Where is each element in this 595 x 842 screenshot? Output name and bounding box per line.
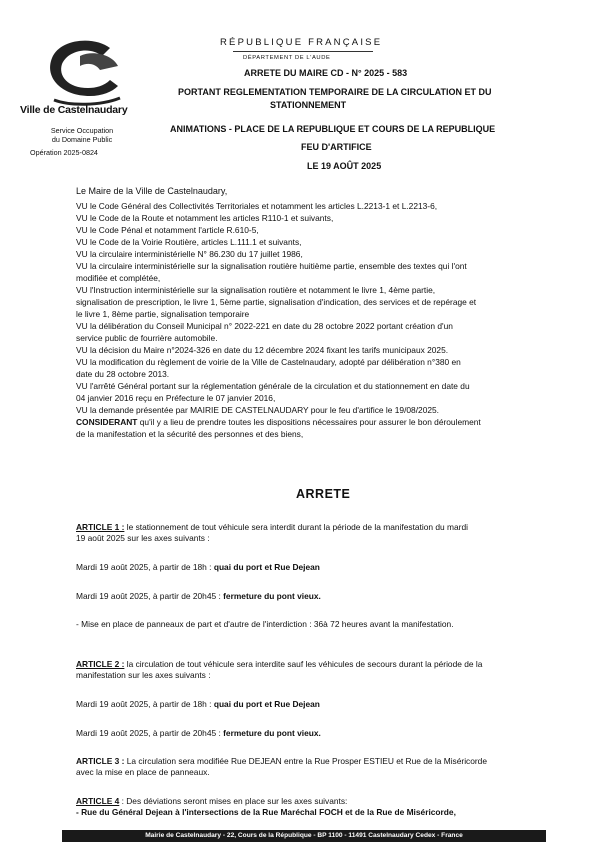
article-3-line-1: ARTICLE 3 : La circulation sera modifiée Rue DEJEAN entre la Rue Prosper ESTIEU et Rue de la Miséricorde [76, 756, 488, 766]
city-logo-icon [40, 36, 130, 106]
department-label: DÉPARTEMENT DE L'AUDE [243, 55, 331, 61]
article-1-item-2: Mardi 19 août 2025, à partir de 20h45 : fermeture du pont vieux. [76, 591, 321, 601]
service-name: Service Occupation du Domaine Public [50, 126, 114, 144]
article-2-line-2: manifestation sur les axes suivants : [76, 670, 211, 680]
preamble-line: VU le Code Général des Collectivités Territoriales et notamment les articles L.2213-1 et L.2213-6, [76, 201, 438, 211]
preamble-line: signalisation de prescription, le livre 1, 5ème partie, signalisation d'indication, des services et de repérage et [76, 297, 477, 307]
divider [233, 51, 373, 52]
preamble-line: VU la circulaire interministérielle N° 86.230 du 17 juillet 1986, [76, 249, 303, 259]
article-4-line-1: ARTICLE 4 : Des déviations seront mises en place sur les axes suivants: [76, 796, 348, 806]
event-line: FEU D'ARTIFICE [301, 142, 372, 152]
preamble-line: VU l'arrêté Général portant sur la réglementation générale de la circulation et du stationnement en date du [76, 381, 470, 391]
title-line-1: PORTANT REGLEMENTATION TEMPORAIRE DE LA CIRCULATION ET DU [178, 87, 492, 97]
arrete-title: ARRETE [296, 487, 351, 501]
preamble-line: VU le Code de la Voirie Routière, articles L.111.1 et suivants, [76, 237, 302, 247]
preamble-line: VU l'Instruction interministérielle sur la signalisation routière et notamment le livre 1, 4ème partie, [76, 285, 436, 295]
operation-number: Opération 2025-0824 [30, 148, 98, 157]
article-2-item-2: Mardi 19 août 2025, à partir de 20h45 : fermeture du pont vieux. [76, 728, 321, 738]
article-4-item-1: - Rue du Général Dejean à l'intersections de la Rue Maréchal FOCH et de la Rue de Miséricorde, [76, 807, 456, 817]
preamble-line: VU la délibération du Conseil Municipal n° 2022-221 en date du 28 octobre 2022 portant création d'un [76, 321, 453, 331]
preamble-line: 04 janvier 2016 reçu en Préfecture le 07 janvier 2016, [76, 393, 276, 403]
arrete-number: ARRETE DU MAIRE CD - N° 2025 - 583 [244, 68, 408, 78]
article-2-line-1: ARTICLE 2 : la circulation de tout véhicule sera interdite sauf les véhicules de secours durant la période de la [76, 659, 483, 669]
article-1-item-3: - Mise en place de panneaux de part et d'autre de l'interdiction : 36à 72 heures avant la manifestation. [76, 619, 454, 629]
republic-heading: RÉPUBLIQUE FRANÇAISE [220, 37, 383, 48]
preamble-line: VU la décision du Maire n°2024-326 en date du 12 décembre 2024 fixant les tarifs municipaux 2025. [76, 345, 449, 355]
preamble-line: VU le Code de la Route et notamment les articles R110-1 et suivants, [76, 213, 334, 223]
article-1-line-1: ARTICLE 1 : le stationnement de tout véhicule sera interdit durant la période de la manifestation du mardi [76, 522, 468, 532]
date-line: LE 19 AOÛT 2025 [307, 161, 382, 171]
preamble-line: service public de fourrière automobile. [76, 333, 218, 343]
subject-line: ANIMATIONS - PLACE DE LA REPUBLIQUE ET COURS DE LA REPUBLIQUE [170, 124, 496, 134]
city-name: Ville de Castelnaudary [20, 104, 128, 116]
preamble-line: VU la modification du règlement de voirie de la Ville de Castelnaudary, adopté par délibération n°380 en [76, 357, 461, 367]
preamble-line: VU la demande présentée par MAIRIE DE CASTELNAUDARY pour le feu d'artifice le 19/08/2025. [76, 405, 439, 415]
footer-address: Mairie de Castelnaudary - 22, Cours de la République - BP 1100 - 11491 Castelnaudary Cedex - France [62, 830, 546, 842]
title-line-2: STATIONNEMENT [270, 100, 347, 110]
preamble-line: modifiée et complétée, [76, 273, 161, 283]
preamble-line: le livre 1, 8ème partie, signalisation temporaire [76, 309, 250, 319]
article-1-line-2: 19 août 2025 sur les axes suivants : [76, 533, 210, 543]
article-1-item-1: Mardi 19 août 2025, à partir de 18h : quai du port et Rue Dejean [76, 562, 320, 572]
article-2-item-1: Mardi 19 août 2025, à partir de 18h : quai du port et Rue Dejean [76, 699, 320, 709]
preamble-line: CONSIDERANT qu'il y a lieu de prendre toutes les dispositions nécessaires pour assurer le bon déroulement [76, 417, 481, 427]
preamble-line: VU le Code Pénal et notamment l'article R.610-5, [76, 225, 259, 235]
preamble-line: date du 28 octobre 2013. [76, 369, 170, 379]
preamble-line: VU la circulaire interministérielle sur la signalisation routière huitième partie, ensemble des textes qui l'ont [76, 261, 467, 271]
intro: Le Maire de la Ville de Castelnaudary, [76, 186, 228, 196]
article-3-line-2: avec la mise en place de panneaux. [76, 767, 210, 777]
preamble-line: de la manifestation et la sécurité des personnes et des biens, [76, 429, 304, 439]
